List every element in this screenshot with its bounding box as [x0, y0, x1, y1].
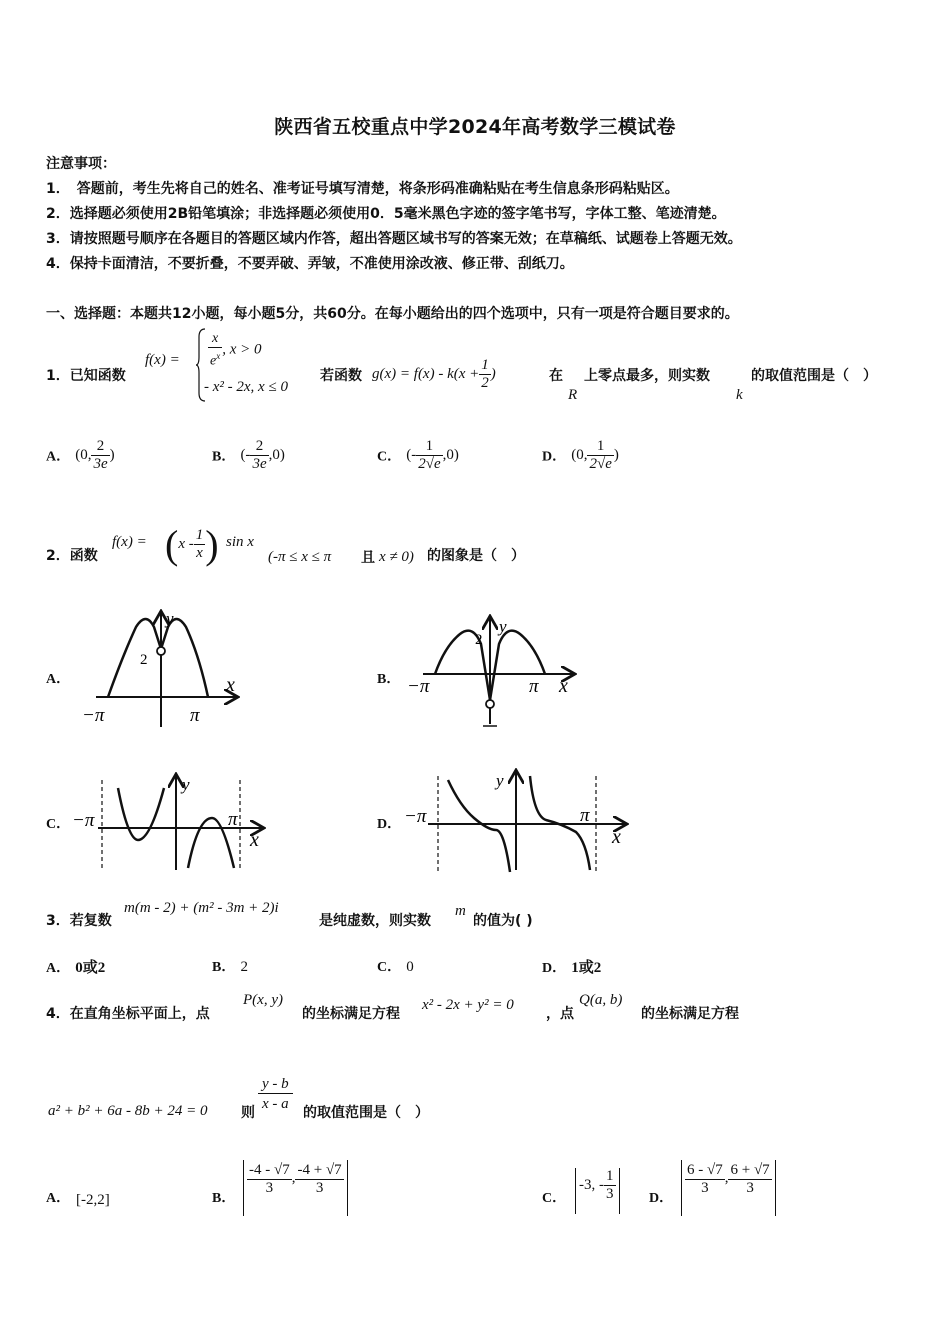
q4-mid2: ，点 [546, 1006, 574, 1022]
q3-option-a[interactable] [46, 956, 105, 977]
q4-mid1: 的坐标满足方程 [302, 1006, 400, 1022]
q1-option-c-post: ,0) [442, 447, 459, 463]
q4-number: 4．在直角坐标平面上，点 [46, 1006, 210, 1022]
q4-option-d-value[interactable]: $\frac{6 - √7}{3}$ , $\frac{6 + √7}{3}$ [681, 1160, 776, 1216]
q2-option-a[interactable]: A． [46, 672, 71, 687]
q1-case1 [208, 330, 262, 370]
q2-graph-b[interactable] [405, 612, 580, 730]
q2-domain2: x ≠ 0) [379, 549, 414, 565]
q1-option-a[interactable] [46, 438, 115, 473]
q3-option-d[interactable] [542, 956, 601, 977]
q2-domain: (-π ≤ x ≤ π [268, 549, 332, 565]
q3-m: m [455, 903, 466, 919]
notice-item-3: 3．请按照题号顺序在各题目的答题区域内作答，超出答题区域书写的答案无效；在草稿纸、试题卷上答题无效。 [46, 231, 742, 247]
q1-option-a-d: 3e [93, 456, 108, 472]
q2-tail: 的图象是（ ） [427, 548, 525, 564]
q4-mid3: 的坐标满足方程 [641, 1006, 739, 1022]
q1-case2: - x² - 2x, x ≤ 0 [204, 379, 288, 395]
notice-item-2: 2．选择题必须使用2B铅笔填涂；非选择题必须使用0．5毫米黑色字迹的签字笔书写，字体工整、笔迹清楚。 [46, 206, 726, 222]
q4-option-b-n1: -4 - √7 [249, 1162, 290, 1178]
q3-tail: 的值为( ) [473, 913, 533, 929]
q4-frac-n: y - b [258, 1076, 293, 1094]
q1-option-c-n: 1 [416, 438, 442, 456]
q2-inner-d: x [196, 545, 203, 561]
graph-a-neg-pi: −π [82, 705, 105, 726]
q3-option-d-text: 1或2 [571, 960, 602, 976]
q2-graph-d[interactable] [400, 766, 635, 878]
q2-option-b[interactable]: B． [377, 672, 401, 687]
q4-option-d-d1: 3 [701, 1180, 709, 1196]
graph-c-y-label: y [182, 775, 190, 794]
graph-d-pi: π [580, 805, 590, 826]
graph-b-hole [486, 700, 494, 708]
q1-option-c-d: 2√e [418, 456, 441, 472]
q4-option-b-value[interactable]: $\frac{-4 - √7}{3}$ , $\frac{-4 + √7}{3}$ [243, 1160, 348, 1216]
q4-ze: 则 [241, 1105, 255, 1121]
graph-c-x-label: x [250, 829, 259, 851]
q1-mid: 若函数 [320, 368, 362, 384]
q4-option-d-n1: 6 - √7 [687, 1162, 723, 1178]
q1-option-c-pre: (- [406, 447, 417, 463]
q3-mid: 是纯虚数，则实数 [319, 913, 431, 929]
q4-option-b-d1: 3 [265, 1180, 274, 1196]
q4-Q: Q(a, b) [579, 992, 623, 1008]
q3-option-a-text: 0或2 [75, 960, 106, 976]
q1-option-c-label: C． [377, 449, 402, 465]
q1-zai: 在 [549, 368, 563, 384]
graph-c-pi: π [228, 809, 238, 830]
q1-case1-den: e [210, 353, 217, 369]
q4-tail: 的取值范围是（ ） [303, 1105, 429, 1121]
q1-g-expr [372, 357, 496, 392]
q2-inner-n: 1 [195, 527, 204, 543]
graph-d-neg-pi: −π [404, 806, 427, 827]
q1-g-frac-d: 2 [481, 375, 489, 391]
q4-option-a-label[interactable]: A． [46, 1191, 71, 1206]
q1-option-b-n: 2 [250, 438, 268, 456]
q1-option-c[interactable] [377, 438, 459, 473]
graph-c-curve-left [118, 788, 164, 840]
graph-b-two: 2 [475, 632, 483, 648]
notice-item-1: 1． 答题前，考生先将自己的姓名、准考证号填写清楚，将条形码准确粘贴在考生信息条形码粘贴区。 [46, 181, 679, 197]
q1-mid2: 上零点最多，则实数 [584, 368, 710, 384]
q3-option-c[interactable] [377, 956, 414, 976]
q2-inner-pre: x - [178, 536, 194, 552]
q1-option-d-label: D． [542, 449, 567, 465]
q4-option-a-value[interactable]: [-2,2] [76, 1192, 110, 1208]
q1-option-d-d: 2√e [589, 456, 612, 472]
q4-eq1: x² - 2x + y² = 0 [422, 997, 514, 1013]
q2-sin: sin x [226, 534, 254, 550]
q2-and: 且 [361, 550, 375, 566]
q3-option-a-label: A． [46, 961, 71, 976]
q4-option-d-d2: 3 [746, 1180, 754, 1196]
q4-frac-d: x - a [262, 1096, 289, 1112]
q2-graph-c[interactable] [70, 770, 270, 878]
q1-case1-cond: , x > 0 [222, 341, 262, 358]
q1-option-d-post: ) [613, 447, 619, 463]
q2-option-c[interactable]: C． [46, 817, 71, 832]
q1-option-b-pre: (- [240, 447, 251, 463]
q4-option-b-n2: -4 + √7 [297, 1162, 342, 1178]
q4-option-d-label[interactable]: D． [649, 1191, 674, 1206]
q4-frac [258, 1076, 293, 1113]
q1-g-frac-n: 1 [481, 357, 489, 373]
q3-option-c-label: C． [377, 960, 402, 975]
notice-heading: 注意事项： [46, 156, 116, 172]
notice-item-4: 4．保持卡面清洁，不要折叠，不要弄破、弄皱，不准使用涂改液、修正带、刮纸刀。 [46, 256, 574, 272]
q3-option-b[interactable] [212, 956, 248, 976]
q4-option-c-value[interactable] [575, 1168, 620, 1214]
graph-a-two: 2 [140, 652, 148, 668]
q1-tail: 的取值范围是（ ） [751, 368, 877, 384]
q3-option-b-label: B． [212, 960, 236, 975]
q2-expr: (x - $\frac{1}{x}$ ) [165, 522, 219, 567]
graph-d-y-label: y [496, 771, 504, 790]
q1-option-b-d: 3e [252, 456, 267, 472]
q1-g-close: ) [490, 366, 496, 382]
q1-option-a-n: 2 [91, 438, 109, 456]
graph-c-neg-pi: −π [72, 810, 95, 831]
q4-option-b-label[interactable]: B． [212, 1191, 236, 1206]
graph-d-curve-left [448, 780, 510, 872]
q4-option-c-pre: -3, - [579, 1177, 604, 1193]
q4-option-c-label[interactable]: C． [542, 1191, 567, 1206]
q4-P: P(x, y) [243, 992, 283, 1008]
graph-a-x-label: x [226, 674, 235, 696]
q1-option-b[interactable] [212, 438, 285, 473]
graph-d-x-label: x [612, 826, 621, 848]
page-title: 陕西省五校重点中学2024年高考数学三模试卷 [274, 116, 676, 138]
graph-b-neg-pi: −π [407, 676, 430, 697]
q1-R: R [568, 387, 578, 403]
q2-graph-a[interactable] [78, 605, 248, 730]
q1-option-b-post: ,0) [268, 447, 285, 463]
q1-option-d-n: 1 [587, 438, 613, 456]
graph-a-pi: π [190, 705, 200, 726]
q1-option-a-label: A． [46, 449, 71, 465]
q1-k: k [736, 387, 743, 403]
q1-option-a-post: ) [109, 447, 115, 463]
q1-f-lhs: f(x) = [145, 352, 180, 368]
q1-case1-num: x [208, 330, 222, 348]
graph-b-y-label: y [499, 617, 507, 636]
q1-case1-den-sup: x [216, 351, 221, 361]
q2-option-d[interactable]: D． [377, 817, 402, 832]
graph-a-y-label: y [166, 609, 174, 628]
q1-option-a-pre: (0, [75, 447, 92, 463]
q2-f-lhs: f(x) = [112, 534, 147, 550]
q1-g-left: g(x) = f(x) - k(x + [372, 366, 480, 382]
q3-option-c-text: 0 [406, 959, 414, 975]
q4-eq2: a² + b² + 6a - 8b + 24 = 0 [48, 1103, 208, 1119]
q1-number: 1．已知函数 [46, 368, 126, 384]
graph-a-hole [157, 647, 165, 655]
q1-option-b-label: B． [212, 449, 236, 465]
q1-option-d[interactable] [542, 438, 619, 473]
q3-expr: m(m - 2) + (m² - 3m + 2)i [124, 900, 279, 916]
graph-a-curve [108, 619, 208, 697]
q4-option-c-n: 1 [606, 1168, 614, 1184]
q3-option-d-label: D． [542, 961, 567, 976]
section-heading: 一、选择题：本题共12小题，每小题5分，共60分。在每小题给出的四个选项中，只有一项是符合题目要求的。 [46, 306, 739, 322]
graph-b-pi: π [529, 676, 539, 697]
q3-number: 3．若复数 [46, 913, 112, 929]
q4-option-b-d2: 3 [315, 1180, 324, 1196]
q4-option-d-n2: 6 + √7 [730, 1162, 770, 1178]
q2-number: 2．函数 [46, 548, 98, 564]
q1-option-d-pre: (0, [571, 447, 588, 463]
q4-option-c-d: 3 [606, 1186, 614, 1202]
q3-option-b-text: 2 [240, 959, 248, 975]
graph-b-x-label: x [559, 675, 568, 697]
